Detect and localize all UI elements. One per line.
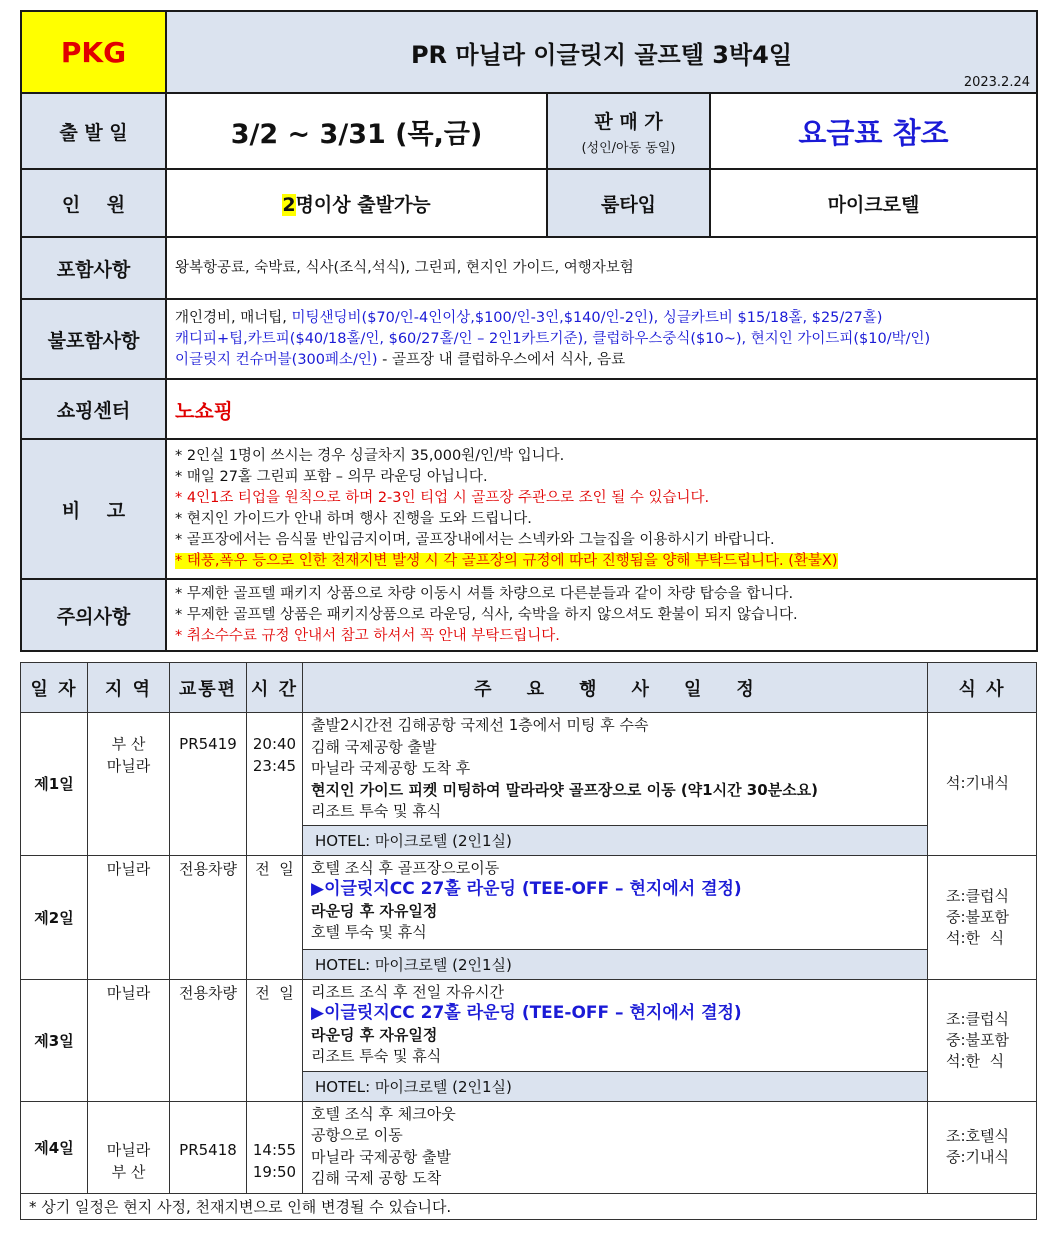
day2-meal (928, 855, 1037, 979)
room-label: 룸타입 (547, 169, 710, 237)
day1-time-arr: 23:45 (252, 757, 297, 775)
schedule-line: 현지인 가이드 피켓 미팅하여 말라라얏 골프장으로 이동 (약1시간 30분소요) (311, 780, 819, 799)
date-stamp: 2023.2.24 (963, 75, 1030, 90)
price-value: 요금표 참조 (710, 93, 1037, 169)
room-value: 마이크로텔 (710, 169, 1037, 237)
day1-transport: PR5419 (170, 713, 247, 856)
day4-time (247, 1101, 303, 1193)
day3-region: 마닐라 (88, 979, 170, 1101)
day2-transport: 전용차량 (170, 855, 247, 979)
day4-label: 제4일 (21, 1101, 88, 1193)
day3-dinner: 석:한 식 (946, 1051, 1005, 1070)
day4-time-dep: 14:55 (252, 1140, 297, 1159)
schedule-line: 호텔 조식 후 체크아웃 (311, 1104, 456, 1123)
day3-label: 제3일 (21, 979, 88, 1101)
day1-region-from: 부 산 (111, 735, 146, 753)
people-num: 2 (282, 193, 296, 216)
excluded-line1a: 개인경비, 매너팁, (175, 309, 292, 326)
day3-schedule (303, 979, 928, 1071)
day1-time-dep: 20:40 (252, 735, 297, 753)
note-item: * 2인실 1명이 쓰시는 경우 싱글차지 35,000원/인/박 입니다. (175, 448, 565, 464)
notes-label: 비 고 (21, 439, 166, 579)
caution-label: 주의사항 (21, 579, 166, 651)
footnote: * 상기 일정은 현지 사정, 천재지변으로 인해 변경될 수 있습니다. (21, 1193, 1037, 1219)
schedule-line: 리조트 조식 후 전일 자유시간 (311, 982, 504, 1001)
note-item: * 4인1조 티업을 원칙으로 하며 2-3인 티업 시 골프장 주관으로 조인 될 수 있습니다. (175, 490, 710, 506)
people-label: 인 원 (21, 169, 166, 237)
header-meal: 식 사 (928, 663, 1037, 713)
price-sub: (성인/아동 동일) (581, 140, 676, 156)
pkg-badge: PKG (21, 11, 166, 93)
excluded-line1b: 미팅샌딩비($70/인-4인이상,$100/인-3인,$140/인-2인), 싱글카트비 $15/18홀, $25/27홀) (291, 309, 883, 326)
schedule-line: 호텔 조식 후 골프장으로이동 (311, 858, 500, 877)
page-title-cell (166, 11, 1037, 93)
day4-region-from: 마닐라 (106, 1140, 151, 1159)
day4-lunch: 중:기내식 (946, 1148, 1010, 1166)
schedule-line: 김해 국제 공항 도착 (311, 1169, 442, 1187)
day1-label: 제1일 (21, 713, 88, 856)
schedule-line: 김해 국제공항 출발 (311, 737, 437, 756)
day1-region-to: 마닐라 (106, 757, 151, 775)
day2-breakfast: 조:클럽식 (946, 886, 1010, 905)
header-region: 지 역 (88, 663, 170, 713)
schedule-line: 리조트 투숙 및 휴식 (311, 802, 442, 820)
header-transport: 교통편 (170, 663, 247, 713)
schedule-line: 라운딩 후 자유일정 (311, 901, 438, 920)
day1-schedule (303, 713, 928, 826)
caution-item: * 취소수수료 규정 안내서 참고 하셔서 꼭 안내 부탁드립니다. (175, 627, 560, 644)
schedule-line: 라운딩 후 자유일정 (311, 1025, 438, 1044)
day4-transport: PR5418 (170, 1101, 247, 1193)
day1-meal: 석:기내식 (928, 713, 1037, 856)
day3-hotel: HOTEL: 마이크로텔 (2인1실) (303, 1071, 928, 1101)
day2-hotel: HOTEL: 마이크로텔 (2인1실) (303, 949, 928, 979)
note-item-highlight: * 태풍,폭우 등으로 인한 천재지변 발생 시 각 골프장의 규정에 따라 진행됨을 양해 부탁드립니다. (환불X) (175, 553, 838, 569)
excluded-value (166, 299, 1037, 379)
schedule-line: 마닐라 국제공항 출발 (311, 1147, 451, 1166)
day4-region (88, 1101, 170, 1193)
caution-list (166, 579, 1037, 651)
header-time: 시 간 (247, 663, 303, 713)
day2-dinner: 석:한 식 (946, 928, 1005, 947)
day1-region (88, 713, 170, 856)
excluded-label: 불포함사항 (21, 299, 166, 379)
day2-schedule (303, 855, 928, 949)
header-schedule: 주 요 행 사 일 정 (303, 663, 928, 713)
people-rest: 명이상 출발가능 (295, 193, 431, 216)
day3-breakfast: 조:클럽식 (946, 1009, 1010, 1028)
day1-time (247, 713, 303, 856)
departure-label: 출 발 일 (21, 93, 166, 169)
caution-item: * 무제한 골프텔 상품은 패키지상품으로 라운딩, 식사, 숙박을 하지 않으셔도 환불이 되지 않습니다. (175, 606, 798, 623)
day4-meal (928, 1101, 1037, 1193)
caution-item: * 무제한 골프텔 패키지 상품으로 차량 이동시 셔틀 차량으로 다른분들과 같이 차량 탑승을 합니다. (175, 585, 794, 602)
schedule-line: 출발2시간전 김해공항 국제선 1층에서 미팅 후 수속 (311, 716, 649, 734)
day4-breakfast: 조:호텔식 (946, 1127, 1010, 1145)
day2-lunch: 중:불포함 (946, 907, 1010, 926)
included-label: 포함사항 (21, 237, 166, 299)
schedule-line: 리조트 투숙 및 휴식 (311, 1047, 442, 1065)
note-item: * 골프장에서는 음식물 반입금지이며, 골프장내에서는 스넥카와 그늘집을 이용하시기 바랍니다. (175, 532, 775, 548)
day1-hotel: HOTEL: 마이크로텔 (2인1실) (303, 825, 928, 855)
excluded-line3b: - 골프장 내 클럽하우스에서 식사, 음료 (377, 351, 626, 368)
included-value: 왕복항공료, 숙박료, 식사(조식,석식), 그린피, 현지인 가이드, 여행자보험 (166, 237, 1037, 299)
schedule-line: ▶이글릿지CC 27홀 라운딩 (TEE-OFF – 현지에서 결정) (311, 879, 742, 899)
itinerary-table (20, 662, 1037, 1220)
day2-region: 마닐라 (88, 855, 170, 979)
people-value (166, 169, 547, 237)
day4-time-arr: 19:50 (252, 1162, 297, 1181)
schedule-line: 호텔 투숙 및 휴식 (311, 923, 427, 941)
day2-time: 전 일 (247, 855, 303, 979)
day3-lunch: 중:불포함 (946, 1030, 1010, 1049)
departure-value: 3/2 ~ 3/31 (목,금) (166, 93, 547, 169)
day3-transport: 전용차량 (170, 979, 247, 1101)
shopping-label: 쇼핑센터 (21, 379, 166, 439)
note-item: * 매일 27홀 그린피 포함 – 의무 라운딩 아닙니다. (175, 469, 488, 485)
day3-meal (928, 979, 1037, 1101)
day2-label: 제2일 (21, 855, 88, 979)
excluded-line2: 캐디피+팁,카트피($40/18홀/인, $60/27홀/인 – 2인1카트기준), 클럽하우스중식($10~), 현지인 가이드피($10/박/인) (175, 330, 931, 347)
info-table (20, 10, 1038, 652)
price-label: 판 매 가 (594, 110, 663, 133)
schedule-line: ▶이글릿지CC 27홀 라운딩 (TEE-OFF – 현지에서 결정) (311, 1003, 742, 1023)
header-day: 일 자 (21, 663, 88, 713)
shopping-value: 노쇼핑 (166, 379, 1037, 439)
price-label-cell (547, 93, 710, 169)
page-title: PR 마닐라 이글릿지 골프텔 3박4일 (410, 40, 793, 69)
day3-time: 전 일 (247, 979, 303, 1101)
schedule-line: 마닐라 국제공항 도착 후 (311, 759, 471, 777)
note-item: * 현지인 가이드가 안내 하며 행사 진행을 도와 드립니다. (175, 511, 532, 527)
schedule-line: 공항으로 이동 (311, 1126, 403, 1144)
excluded-line3a: 이글릿지 컨슈머블(300페소/인) (175, 351, 378, 368)
day4-region-to: 부 산 (111, 1162, 146, 1181)
notes-list (166, 439, 1037, 579)
day4-schedule (303, 1101, 928, 1193)
